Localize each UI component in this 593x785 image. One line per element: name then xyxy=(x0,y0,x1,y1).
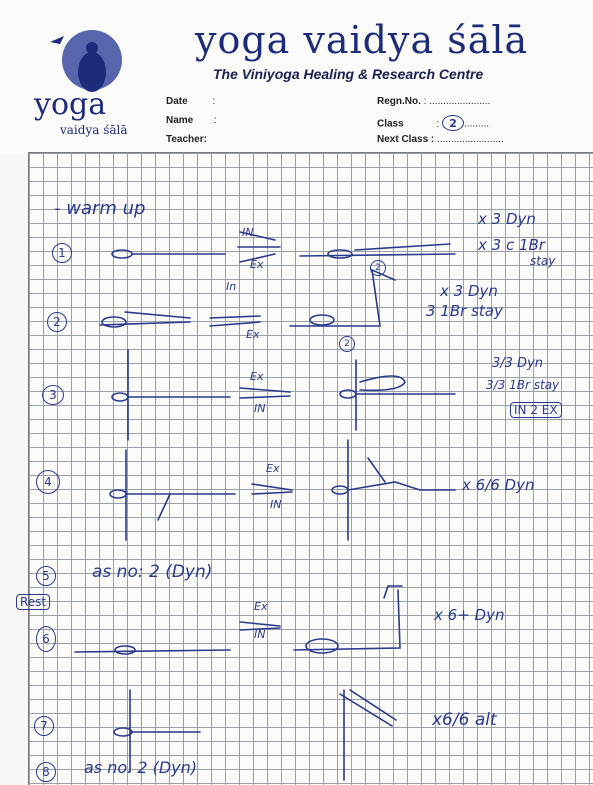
class-value: 2 xyxy=(442,115,464,131)
logo-text: yoga xyxy=(34,87,107,122)
regn-field xyxy=(377,96,490,107)
step-2-reps-b: 3 1Br stay xyxy=(426,302,503,320)
step-3-reps-a: 3/3 Dyn xyxy=(492,356,543,371)
brand-subtitle: The Viniyoga Healing & Research Centre xyxy=(213,66,484,82)
class-field: Class : 2 ......... xyxy=(377,116,490,130)
regn-label: Regn.No. xyxy=(377,96,421,107)
step-2-mark: 2 xyxy=(339,336,355,352)
step-4-in: IN xyxy=(270,498,282,511)
step-1-ex: Ex xyxy=(250,258,264,271)
step-4-ex: Ex xyxy=(266,462,280,475)
warmup-heading: - warm up xyxy=(54,198,146,219)
step-4-reps: x 6/6 Dyn xyxy=(462,476,535,494)
name-field xyxy=(166,115,217,126)
step-5-number: 5 xyxy=(36,566,56,586)
date-value: : xyxy=(212,96,216,107)
step-3-in: IN xyxy=(254,402,266,415)
step-8-text: as no. 2 (Dyn) xyxy=(84,758,198,777)
step-1-reps-c: stay xyxy=(530,254,556,268)
step-2-ex: Ex xyxy=(246,328,260,341)
step-6-reps: x 6+ Dyn xyxy=(434,606,505,624)
step-3-number: 3 xyxy=(42,385,64,405)
step-1-mark: 2 xyxy=(370,260,386,276)
step-6-in: IN xyxy=(254,628,266,641)
step-6-number: 6 xyxy=(36,626,56,652)
rest-label: Rest xyxy=(16,594,50,610)
step-4-number: 4 xyxy=(36,470,60,494)
regn-value: : ...................... xyxy=(423,96,491,107)
step-2-in: In xyxy=(226,280,237,293)
brand-title: yoga vaidya śālā xyxy=(195,18,529,62)
step-2-reps-a: x 3 Dyn xyxy=(440,282,498,300)
date-label: Date xyxy=(166,96,188,107)
step-3-ex: Ex xyxy=(250,370,264,383)
class-label: Class xyxy=(377,118,404,130)
step-1-reps-b: x 3 c 1Br xyxy=(478,236,545,254)
logo-subtext: vaidya śālā xyxy=(60,123,128,137)
step-1-number: 1 xyxy=(52,243,72,263)
next-class-value: ........................ xyxy=(437,134,504,145)
step-7-number: 7 xyxy=(34,716,54,736)
letterhead xyxy=(0,0,593,155)
step-5-text: as no: 2 (Dyn) xyxy=(92,562,213,582)
teacher-field xyxy=(166,134,207,145)
next-class-label: Next Class : xyxy=(377,134,435,145)
next-class-field xyxy=(377,134,504,145)
teacher-label: Teacher: xyxy=(166,134,207,145)
step-1-in: IN xyxy=(242,226,254,239)
date-field xyxy=(166,96,215,107)
logo-meditating-figure-icon xyxy=(30,22,140,142)
step-6-ex: Ex xyxy=(254,600,268,613)
step-7-reps: x6/6 alt xyxy=(432,710,497,730)
name-label: Name xyxy=(166,115,194,126)
step-3-reps-b: 3/3 1Br stay xyxy=(486,378,560,392)
step-1-reps-a: x 3 Dyn xyxy=(478,210,536,228)
step-3-breath-box: IN 2 EX xyxy=(510,402,562,418)
name-value: : xyxy=(214,115,217,126)
step-2-number: 2 xyxy=(47,312,67,332)
step-8-number: 8 xyxy=(36,762,56,782)
